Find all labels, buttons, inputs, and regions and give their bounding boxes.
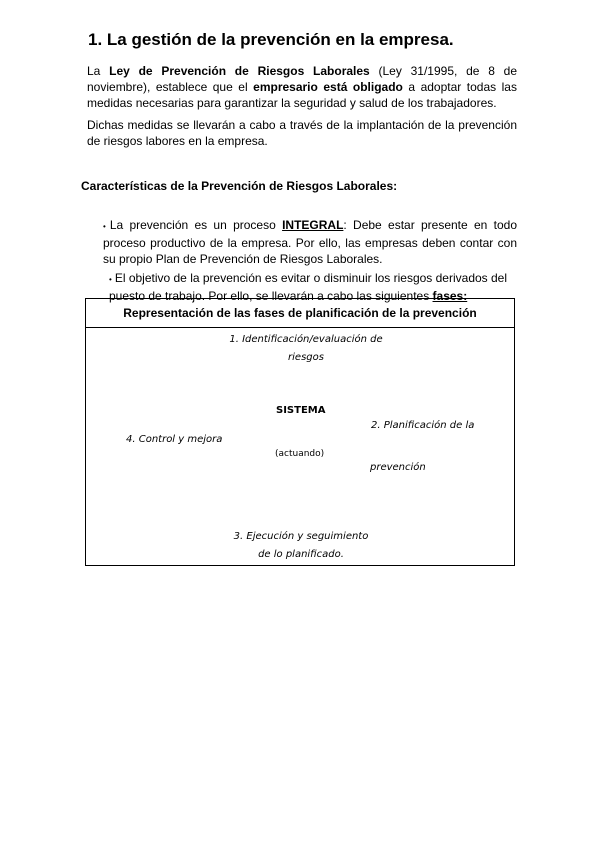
phase2-line1: 2. Planificación de la: [371, 420, 475, 431]
bullet-icon: •: [103, 222, 106, 231]
phase-control: 4. Control y mejora: [126, 434, 223, 445]
intro-text-2: (Ley 31/1995, de 8 de noviembre), establece que el: [87, 64, 518, 94]
employer-obligation: empresario está obligado: [253, 80, 403, 94]
phase-execution: [216, 528, 386, 564]
diagram-title: Representación de las fases de planificación de la prevención: [86, 299, 514, 328]
integral-keyword: INTEGRAL: [282, 218, 344, 232]
phase1-line1: 1. Identificación/evaluación de: [229, 334, 383, 345]
system-label: SISTEMA: [276, 405, 326, 416]
system-sublabel: (actuando): [275, 449, 325, 459]
phase-identification: [226, 331, 386, 367]
phase3-line1: 3. Ejecución y seguimiento: [233, 531, 369, 542]
phase-planning: [371, 417, 481, 435]
item1-text-2: : Debe estar presente en todo proceso productivo de la empresa. Por ello, las empresas deben contar con su propio Plan de Prevención de Riesgos Laborales.: [103, 218, 517, 266]
intro-paragraph-2: Dichas medidas se llevarán a cabo a través de la implantación de la prevención de riesgos labores en la empresa.: [87, 118, 517, 148]
intro-text-3: a adoptar todas las medidas necesarias para garantizar la seguridad y salud de los trabajadores.: [87, 80, 517, 110]
intro-paragraph-1: [87, 63, 517, 111]
phases-keyword: fases:: [432, 289, 468, 303]
law-name: Ley de Prevención de Riesgos Laborales: [109, 64, 370, 78]
item1-text-1: La prevención es un proceso: [109, 218, 283, 232]
bullet-icon: •: [109, 275, 112, 284]
characteristic-item-integral: [103, 217, 517, 267]
characteristics-heading: Características de la Prevención de Riesgos Laborales:: [81, 179, 398, 193]
intro-text-1: La: [87, 64, 110, 78]
phase3-line2: de lo planificado.: [258, 549, 344, 560]
phases-diagram: [85, 298, 515, 566]
phase-planning-cont: [370, 459, 480, 477]
page-title: 1. La gestión de la prevención en la empresa.: [88, 30, 454, 49]
phase1-line2: riesgos: [288, 352, 324, 363]
item2-text-1: El objetivo de la prevención es evitar o disminuir los riesgos derivados del puesto de trabajo. Por ello, se llevarán a cabo las siguientes: [109, 271, 508, 303]
phase2-line2: prevención: [370, 462, 426, 473]
